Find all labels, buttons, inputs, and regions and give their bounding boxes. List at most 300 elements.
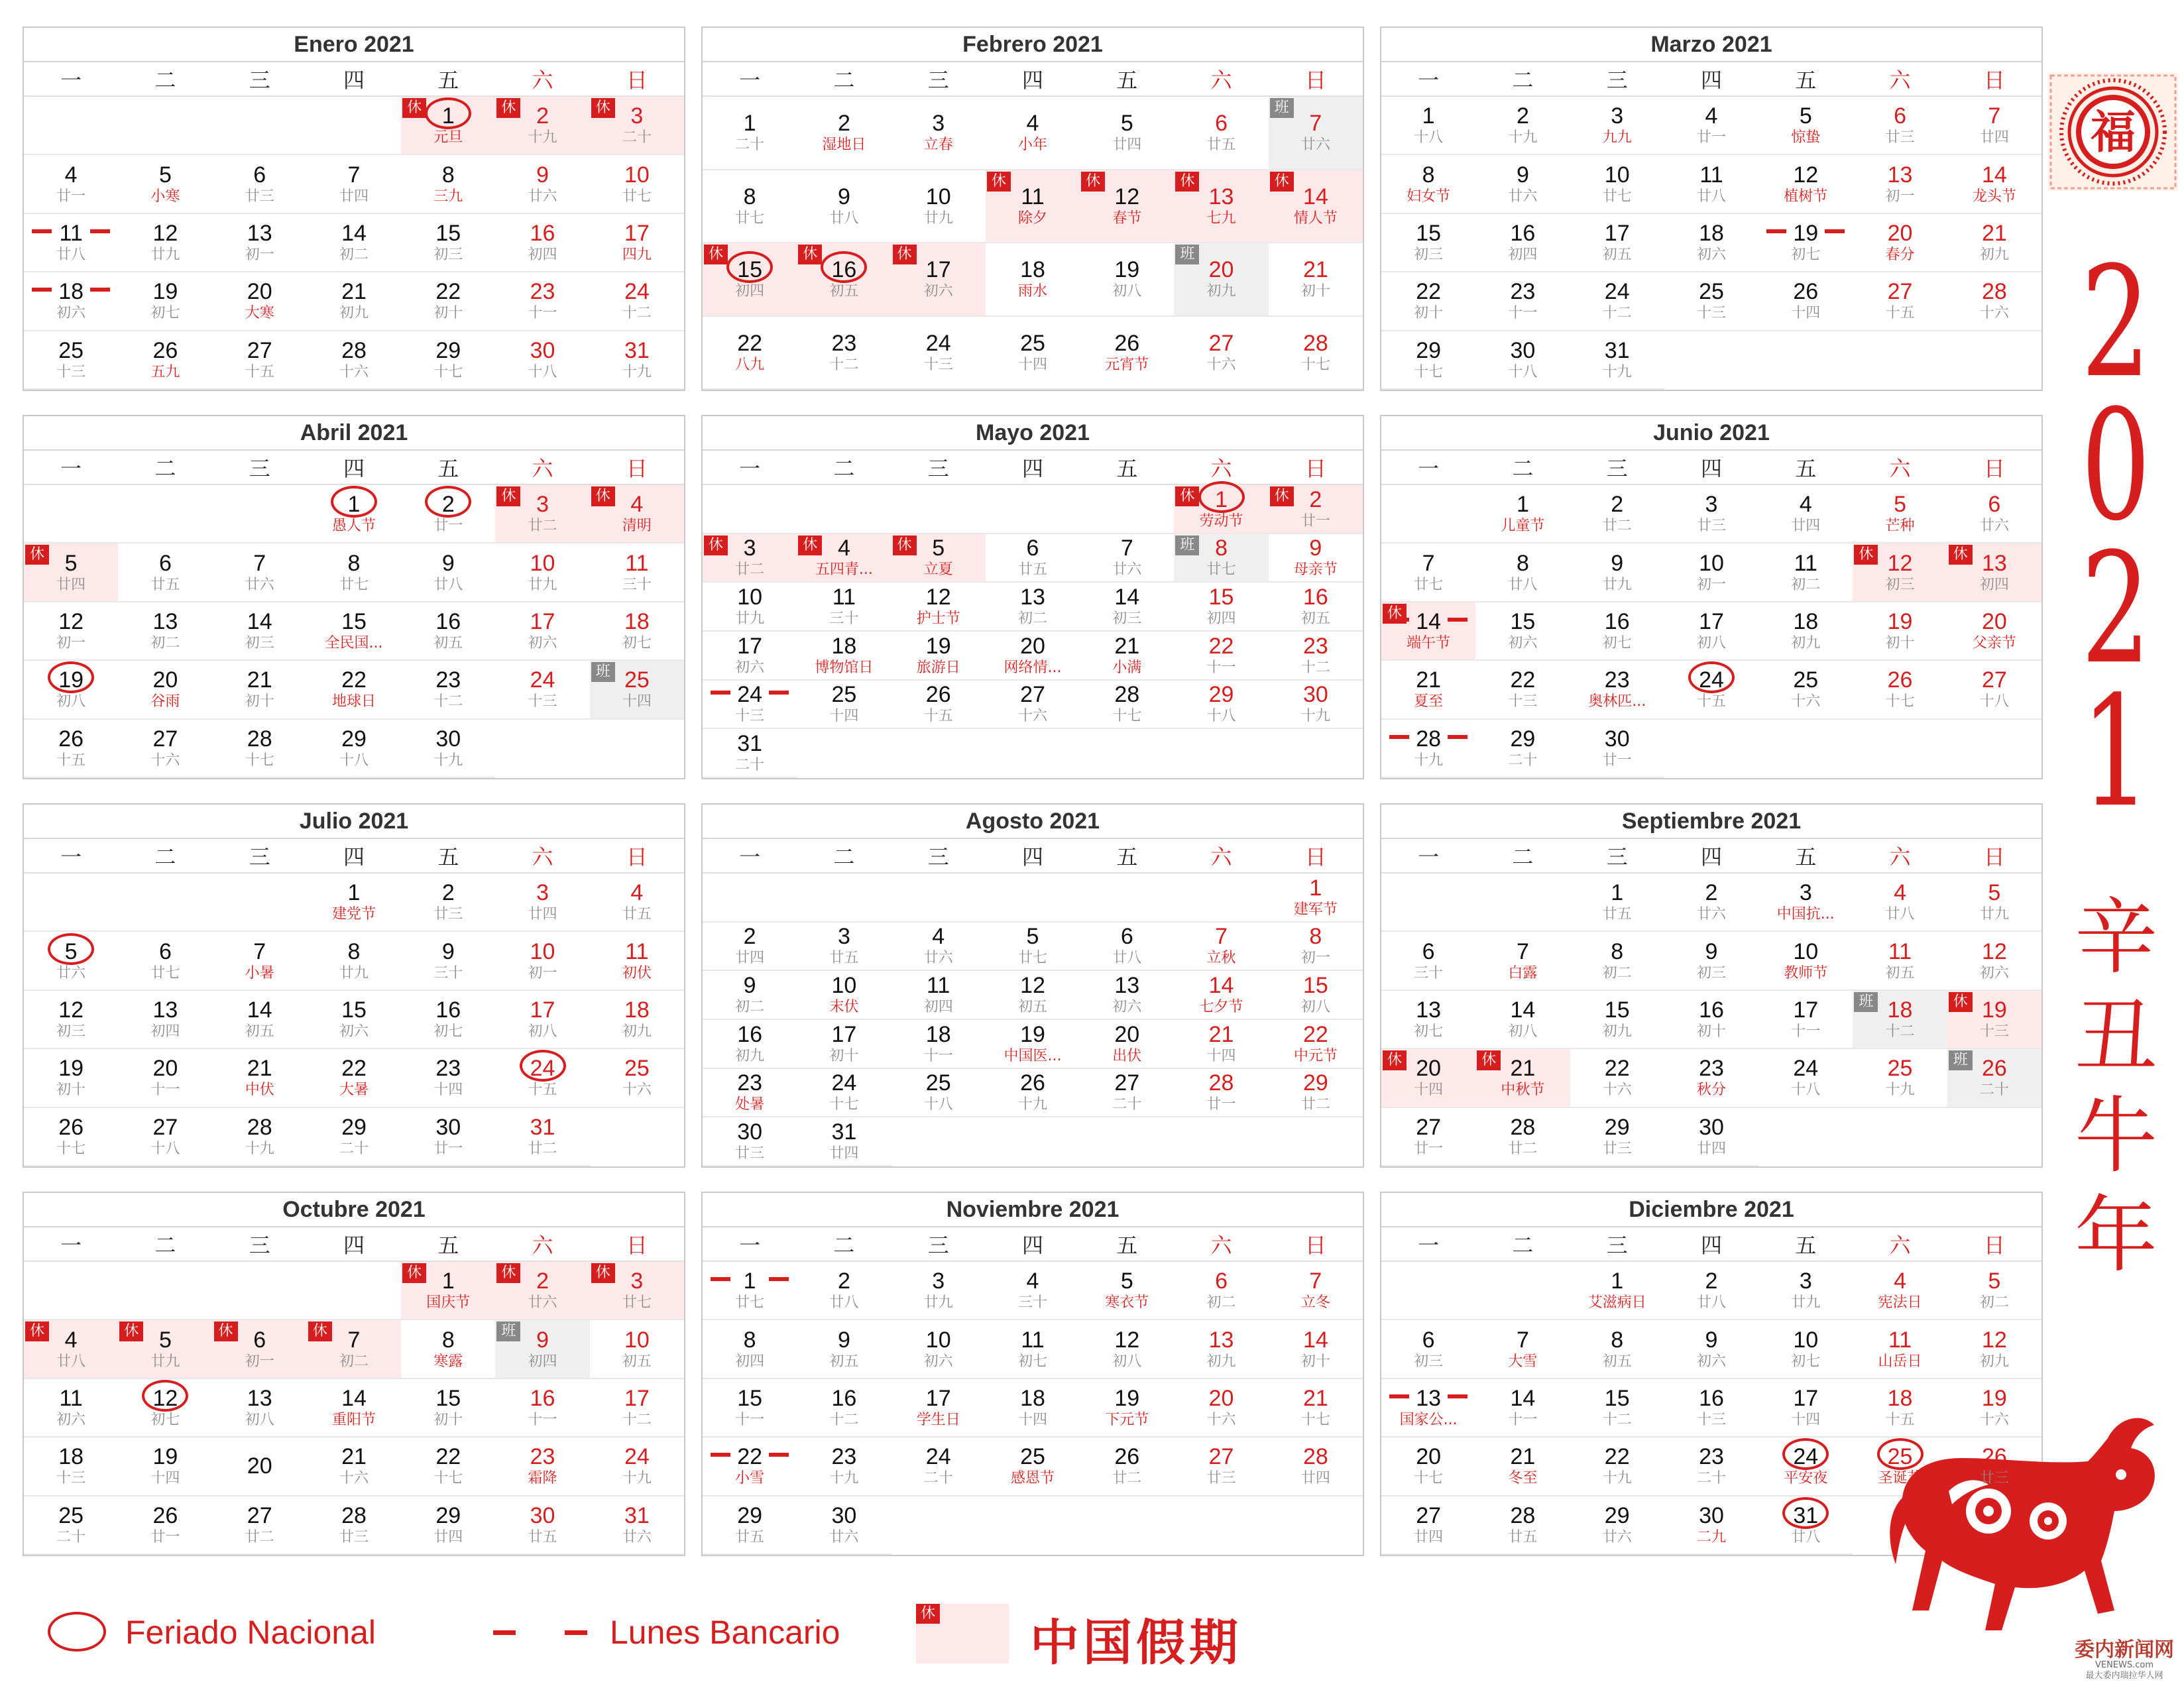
day-cell <box>1664 155 1758 213</box>
day-cell <box>797 1496 891 1555</box>
lunar-label: 旅游日 <box>916 659 960 676</box>
day-cell <box>590 97 684 155</box>
lunar-label: 十四 <box>1017 1411 1047 1428</box>
day-number: 20 <box>1416 1056 1442 1082</box>
day-cell <box>24 331 118 390</box>
day-number: 4 <box>64 162 78 188</box>
weekday-label: 一 <box>1418 1233 1440 1258</box>
lunar-label: 廿九 <box>1979 906 2009 923</box>
lunar-label: 大寒 <box>245 305 274 322</box>
day-cell <box>797 534 891 583</box>
day-number: 2 <box>1611 492 1624 518</box>
day-number: 28 <box>1208 1070 1234 1096</box>
lunar-label: 十六 <box>1206 1411 1236 1428</box>
day-number: 23 <box>1510 279 1536 305</box>
day-cell <box>401 1437 495 1496</box>
day-number: 14 <box>1510 997 1536 1023</box>
lunar-label: 妇女节 <box>1407 188 1451 205</box>
day-cell <box>1664 1049 1758 1107</box>
weekday-label: 四 <box>1700 844 1722 870</box>
day-number: 15 <box>1510 608 1536 634</box>
day-cell <box>401 602 495 661</box>
lunar-label: 廿六 <box>1112 561 1142 579</box>
lunar-label: 平安夜 <box>1784 1470 1828 1487</box>
empty-cell <box>891 485 986 534</box>
day-number: 20 <box>1208 1385 1234 1411</box>
rest-tag: 休 <box>496 98 520 118</box>
day-cell <box>307 1049 401 1107</box>
day-number: 23 <box>1699 1056 1724 1082</box>
empty-cell <box>213 873 307 932</box>
day-cell <box>1080 317 1174 390</box>
day-number: 14 <box>247 997 272 1023</box>
lunar-label: 廿五 <box>150 576 180 593</box>
lunar-label: 十五 <box>56 752 86 769</box>
lunar-label: 初六 <box>56 305 86 322</box>
day-cell <box>1853 1320 1947 1379</box>
days-grid <box>1381 485 2041 778</box>
lunar-label: 初五 <box>829 1353 859 1370</box>
lunar-label: 十一 <box>528 305 557 322</box>
weekday-label: 五 <box>437 68 459 93</box>
lunar-label: 初六 <box>528 634 557 651</box>
day-cell <box>986 971 1080 1020</box>
day-cell <box>118 991 212 1049</box>
lunar-label: 惊蛰 <box>1791 129 1821 146</box>
day-number: 18 <box>1020 1385 1045 1411</box>
lunar-label: 廿四 <box>56 576 86 593</box>
day-cell <box>1758 1437 1853 1496</box>
lunar-label: 十九 <box>245 1140 274 1157</box>
weekday-label: 三 <box>1606 1233 1628 1258</box>
day-number: 19 <box>152 1444 178 1470</box>
day-number: 6 <box>158 938 172 964</box>
day-number: 26 <box>1114 1444 1140 1470</box>
lunar-label: 初四 <box>1206 610 1236 628</box>
lunar-label: 末伏 <box>829 999 859 1016</box>
day-cell <box>1080 971 1174 1020</box>
day-cell <box>986 1020 1080 1069</box>
lunar-label: 初二 <box>1017 610 1047 628</box>
lunar-label: 十八 <box>1414 129 1444 146</box>
day-number: 12 <box>58 997 84 1023</box>
day-cell <box>307 932 401 990</box>
day-number: 3 <box>1799 1268 1812 1294</box>
weekday-label: 六 <box>1210 456 1232 481</box>
day-cell <box>118 1496 212 1555</box>
weekday-header <box>703 1227 1363 1262</box>
workday-tag: 班 <box>496 1322 520 1341</box>
weekday-label: 六 <box>532 844 553 870</box>
lunar-label: 十三 <box>1696 305 1726 322</box>
lunar-label: 初四 <box>528 246 557 263</box>
lunar-label: 廿四 <box>829 1145 859 1162</box>
lunar-label: 廿五 <box>1508 1528 1538 1546</box>
day-number: 1 <box>1516 492 1529 518</box>
lunar-label: 初十 <box>245 693 274 710</box>
day-cell <box>797 632 891 681</box>
lunar-label: 情人节 <box>1293 209 1338 227</box>
lunar-label: 廿七 <box>1602 188 1632 205</box>
day-cell <box>1475 720 1570 778</box>
day-cell <box>1758 1049 1853 1107</box>
lunar-label: 十四 <box>829 708 859 725</box>
lunar-label: 初七 <box>1602 634 1632 651</box>
day-number: 17 <box>1793 997 1819 1023</box>
weekday-label: 六 <box>1210 844 1232 870</box>
weekday-label: 一 <box>60 68 82 93</box>
day-number: 1 <box>1611 880 1624 906</box>
day-number: 23 <box>530 1444 555 1470</box>
day-cell <box>24 1108 118 1166</box>
day-number: 10 <box>1699 550 1724 576</box>
month-title: Julio 2021 <box>24 805 684 839</box>
lunar-label: 中伏 <box>245 1082 274 1099</box>
day-number: 11 <box>1021 1327 1045 1353</box>
empty-cell <box>213 97 307 155</box>
lunar-label: 十四 <box>150 1470 180 1487</box>
day-number: 21 <box>1302 1385 1328 1411</box>
day-number: 22 <box>341 667 367 693</box>
lunar-label: 十九 <box>1300 708 1330 725</box>
day-cell <box>1475 991 1570 1049</box>
day-cell <box>1381 97 1475 155</box>
lunar-label: 廿六 <box>1979 518 2009 535</box>
lunar-label: 初八 <box>1112 283 1142 300</box>
day-number: 15 <box>1208 585 1234 610</box>
weekday-label: 四 <box>1021 456 1043 481</box>
lunar-label: 愚人节 <box>331 518 376 535</box>
lunar-label: 十九 <box>1508 129 1538 146</box>
day-number: 3 <box>1611 103 1624 129</box>
empty-cell <box>1080 873 1174 923</box>
day-number: 9 <box>743 973 756 999</box>
weekday-label: 五 <box>1116 456 1138 481</box>
empty-cell <box>1475 1262 1570 1320</box>
day-number: 24 <box>1793 1056 1819 1082</box>
empty-cell <box>1174 873 1268 923</box>
lunar-label: 端午节 <box>1407 634 1451 651</box>
lunar-label: 小满 <box>1112 659 1142 676</box>
lunar-label: 初十 <box>433 305 463 322</box>
day-cell <box>1570 331 1664 390</box>
day-cell <box>1664 1437 1758 1496</box>
weekday-label: 四 <box>343 456 365 481</box>
lunar-label: 十五 <box>1885 305 1915 322</box>
day-number: 20 <box>1981 608 2007 634</box>
weekday-label: 日 <box>1304 1233 1326 1258</box>
lunar-label: 初伏 <box>622 964 652 982</box>
day-number: 22 <box>1604 1056 1630 1082</box>
watermark-name: 委内新闻网 <box>2075 1638 2174 1662</box>
lunar-label: 植树节 <box>1784 188 1828 205</box>
day-number: 22 <box>737 1444 763 1470</box>
day-number: 4 <box>64 1327 78 1353</box>
lunar-label: 十八 <box>528 363 557 380</box>
day-number: 4 <box>932 924 945 950</box>
day-cell <box>401 1379 495 1437</box>
day-number: 19 <box>58 1056 84 1082</box>
ox-papercut-icon <box>1889 1412 2167 1670</box>
lunar-label: 初三 <box>1414 246 1444 263</box>
day-cell <box>703 1496 797 1555</box>
day-cell <box>1664 991 1758 1049</box>
lunar-label: 二十 <box>56 1528 86 1546</box>
day-number: 22 <box>435 1444 461 1470</box>
day-number: 1 <box>347 492 361 518</box>
day-cell <box>401 1108 495 1166</box>
weekday-header <box>24 1227 684 1262</box>
day-cell <box>1570 1049 1664 1107</box>
lunar-label: 处暑 <box>735 1096 765 1113</box>
day-cell <box>1080 170 1174 244</box>
day-number: 16 <box>1699 997 1724 1023</box>
day-number: 17 <box>624 1385 650 1411</box>
day-cell <box>1758 97 1853 155</box>
day-cell <box>1570 1437 1664 1496</box>
lunar-label: 廿四 <box>1979 129 2009 146</box>
lunar-label: 初六 <box>735 659 765 676</box>
legend-dash-icon <box>493 1630 516 1635</box>
weekday-label: 二 <box>1512 1233 1534 1258</box>
day-number: 8 <box>441 162 455 188</box>
day-cell <box>590 1049 684 1107</box>
day-cell <box>307 1379 401 1437</box>
empty-cell <box>1381 1262 1475 1320</box>
lunar-label: 初二 <box>1791 576 1821 593</box>
day-number: 3 <box>536 880 549 906</box>
lunar-label: 小寒 <box>150 188 180 205</box>
day-cell <box>213 1108 307 1166</box>
day-number: 21 <box>1208 1021 1234 1047</box>
lunar-label: 初九 <box>1979 1353 2009 1370</box>
day-cell <box>1080 632 1174 681</box>
day-number: 5 <box>64 550 78 576</box>
day-cell <box>1269 583 1363 632</box>
lunar-label: 廿四 <box>1791 518 1821 535</box>
lunar-label: 十六 <box>1979 1411 2009 1428</box>
day-cell <box>1853 155 1947 213</box>
rest-tag: 休 <box>1175 486 1199 506</box>
day-cell <box>495 485 589 543</box>
legend-circle-icon <box>48 1612 106 1652</box>
day-number: 13 <box>1208 184 1234 209</box>
empty-cell <box>1381 873 1475 932</box>
day-cell <box>1853 272 1947 331</box>
lunar-label: 学生日 <box>916 1411 960 1428</box>
day-number: 17 <box>624 220 650 246</box>
day-cell <box>307 485 401 543</box>
day-cell <box>797 923 891 972</box>
lunar-label: 十八 <box>1206 708 1236 725</box>
lunar-label: 七夕节 <box>1199 999 1243 1016</box>
lunar-label: 初六 <box>1696 246 1726 263</box>
day-cell <box>1947 97 2041 155</box>
lunar-label: 出伏 <box>1112 1047 1142 1064</box>
day-number: 25 <box>831 682 857 708</box>
lunar-label: 十四 <box>1414 1082 1444 1099</box>
day-cell <box>1269 243 1363 317</box>
lunar-label: 十九 <box>1414 752 1444 769</box>
day-number: 5 <box>64 938 78 964</box>
lunar-label: 初四 <box>150 1023 180 1040</box>
day-cell <box>1174 1437 1268 1496</box>
lunar-label: 初六 <box>923 283 953 300</box>
day-cell <box>590 331 684 390</box>
lunar-label: 十八 <box>1508 363 1538 380</box>
lunar-label: 寒衣节 <box>1105 1294 1149 1312</box>
day-cell <box>495 543 589 602</box>
day-cell <box>1947 1262 2041 1320</box>
day-number: 24 <box>624 1444 650 1470</box>
day-number: 31 <box>624 337 650 363</box>
weekday-label: 三 <box>927 844 949 870</box>
lunar-label: 廿八 <box>829 209 859 227</box>
day-cell <box>495 873 589 932</box>
day-number: 9 <box>1705 938 1718 964</box>
day-number: 7 <box>1309 1268 1322 1294</box>
lunar-label: 初九 <box>1206 1353 1236 1370</box>
day-cell <box>1475 602 1570 661</box>
day-number: 14 <box>1981 162 2007 188</box>
day-number: 10 <box>925 184 951 209</box>
day-number: 15 <box>341 997 367 1023</box>
day-number: 7 <box>347 1327 361 1353</box>
day-cell <box>891 1437 986 1496</box>
day-number: 18 <box>1020 257 1045 283</box>
weekday-label: 三 <box>249 844 270 870</box>
empty-cell <box>307 1262 401 1320</box>
lunar-label: 廿九 <box>150 246 180 263</box>
day-number: 8 <box>743 1327 756 1353</box>
day-number: 1 <box>1611 1268 1624 1294</box>
day-cell <box>213 932 307 990</box>
watermark <box>2068 1640 2181 1680</box>
day-number: 7 <box>1422 550 1435 576</box>
day-number: 2 <box>1516 103 1529 129</box>
day-number: 27 <box>247 337 272 363</box>
day-cell <box>1664 1108 1758 1166</box>
lunar-label: 初八 <box>1112 1353 1142 1370</box>
day-number: 22 <box>1416 279 1442 305</box>
day-cell <box>307 1320 401 1379</box>
weekday-label: 三 <box>249 1233 270 1258</box>
day-number: 24 <box>925 1444 951 1470</box>
day-number: 12 <box>1981 1327 2007 1353</box>
lunar-label: 护士节 <box>916 610 960 628</box>
day-number: 20 <box>247 1453 272 1479</box>
day-cell <box>401 543 495 602</box>
rest-tag: 休 <box>1383 604 1407 624</box>
day-cell <box>1269 485 1363 534</box>
lunar-label: 初十 <box>1885 634 1915 651</box>
lunar-label: 初二 <box>1979 1294 2009 1312</box>
day-number: 3 <box>1705 492 1718 518</box>
day-number: 31 <box>737 731 763 757</box>
lunar-label: 廿八 <box>829 1294 859 1312</box>
day-number: 24 <box>925 330 951 356</box>
day-cell <box>1381 331 1475 390</box>
lunar-label: 廿四 <box>1112 137 1142 154</box>
day-cell <box>590 1379 684 1437</box>
lunar-label: 廿三 <box>1602 1140 1632 1157</box>
day-cell <box>703 1020 797 1069</box>
day-number: 3 <box>837 924 850 950</box>
days-grid <box>1381 873 2041 1166</box>
day-cell <box>797 583 891 632</box>
day-number: 27 <box>1020 682 1045 708</box>
ganzhi-char: 辛 <box>2075 889 2157 986</box>
lunar-label: 十二 <box>622 305 652 322</box>
days-grid <box>24 485 684 778</box>
day-number: 17 <box>1699 608 1724 634</box>
day-cell <box>307 661 401 719</box>
day-cell <box>1853 1262 1947 1320</box>
legend-national-holiday: Feriado Nacional <box>125 1614 376 1651</box>
day-cell <box>213 661 307 719</box>
day-cell <box>1381 1496 1475 1555</box>
day-number: 7 <box>1516 938 1529 964</box>
weekday-label: 四 <box>1021 68 1043 93</box>
day-number: 4 <box>630 880 644 906</box>
weekday-label: 三 <box>927 456 949 481</box>
day-cell <box>797 971 891 1020</box>
day-number: 5 <box>1120 111 1133 137</box>
day-number: 21 <box>247 667 272 693</box>
day-cell <box>703 681 797 730</box>
month-calendar <box>701 1192 1364 1556</box>
day-number: 10 <box>737 585 763 610</box>
weekday-header <box>1381 451 2041 485</box>
days-grid <box>703 1262 1363 1555</box>
day-cell <box>703 534 797 583</box>
day-number: 29 <box>1416 337 1442 363</box>
weekday-label: 六 <box>532 68 553 93</box>
day-number: 11 <box>927 973 950 999</box>
weekday-label: 日 <box>1304 456 1326 481</box>
month-title: Noviembre 2021 <box>703 1193 1363 1227</box>
day-cell <box>401 214 495 272</box>
day-number: 16 <box>831 1385 857 1411</box>
lunar-label: 初八 <box>1696 634 1726 651</box>
lunar-label: 十九 <box>1017 1096 1047 1113</box>
lunar-label: 廿六 <box>1696 906 1726 923</box>
lunar-label: 初九 <box>622 1023 652 1040</box>
day-cell <box>1174 923 1268 972</box>
rest-tag: 休 <box>591 1263 615 1283</box>
rest-tag: 休 <box>1270 486 1294 506</box>
day-number: 22 <box>1302 1021 1328 1047</box>
day-cell <box>891 1262 986 1320</box>
day-cell <box>213 1496 307 1555</box>
weekday-label: 六 <box>1889 844 1911 870</box>
lunar-label: 十七 <box>1414 363 1444 380</box>
day-number: 16 <box>831 257 857 283</box>
day-cell <box>401 991 495 1049</box>
day-cell <box>1381 1379 1475 1437</box>
day-number: 10 <box>1793 1327 1819 1353</box>
lunar-label: 初六 <box>56 1411 86 1428</box>
lunar-label: 廿七 <box>622 1294 652 1312</box>
weekday-label: 日 <box>626 844 648 870</box>
day-cell <box>401 485 495 543</box>
day-cell <box>1853 214 1947 272</box>
lunar-label: 初六 <box>339 1023 369 1040</box>
lunar-label: 博物馆日 <box>815 659 874 676</box>
weekday-label: 日 <box>1304 844 1326 870</box>
day-number: 24 <box>1793 1444 1819 1470</box>
lunar-label: 十七 <box>1300 1411 1330 1428</box>
